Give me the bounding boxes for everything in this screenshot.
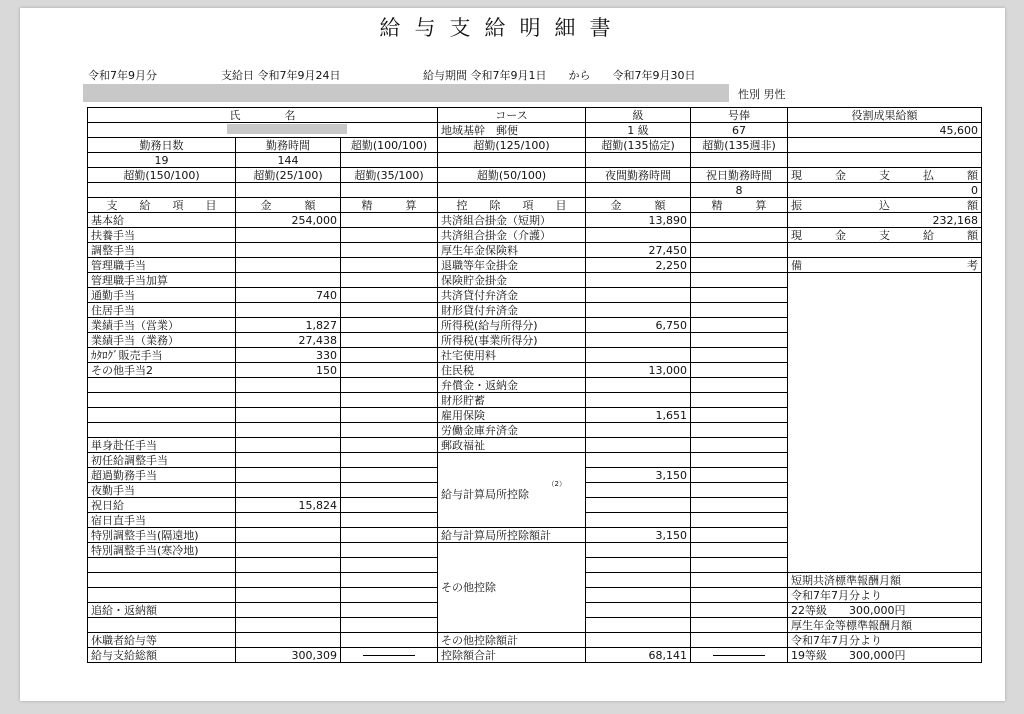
postal-deduction-label: （2） 給与計算局所控除 <box>438 453 586 528</box>
deduction-item-label: 財形貸付弁済金 <box>438 303 586 318</box>
deduction-item-amount: 6,750 <box>586 318 691 333</box>
grade-value: 1 級 <box>586 123 691 138</box>
pay-item-label <box>88 393 236 408</box>
holiday-hours-value: 8 <box>691 183 788 198</box>
deduction-item-amount <box>586 228 691 243</box>
pay-item-amount: 150 <box>236 363 341 378</box>
pay-item-label: 夜勤手当 <box>88 483 236 498</box>
pay-item-label: 基本給 <box>88 213 236 228</box>
pay-item-amount: 1,827 <box>236 318 341 333</box>
refund-label: 追給・返納額 <box>88 603 236 618</box>
total-deduction-calc <box>691 648 788 663</box>
ot135w-label: 超勤(135週非) <box>691 138 788 153</box>
pay-item-label: 住居手当 <box>88 303 236 318</box>
work-days-value: 19 <box>88 153 236 168</box>
pay-item-amount <box>236 243 341 258</box>
pay-item-amount: 330 <box>236 348 341 363</box>
pay-item-header: 支 給 項 目 <box>88 198 236 213</box>
deduction-item-amount: 2,250 <box>586 258 691 273</box>
pay-item-amount <box>236 453 341 468</box>
pay-calc-header: 精 算 <box>341 198 438 213</box>
deduction-item-amount: 13,890 <box>586 213 691 228</box>
pay-item-label: 祝日給 <box>88 498 236 513</box>
cash-pay-value <box>788 243 982 258</box>
work-days-label: 勤務日数 <box>88 138 236 153</box>
remarks-label: 備 考 <box>788 258 982 273</box>
pay-item-label: 扶養手当 <box>88 228 236 243</box>
work-hours-label: 勤務時間 <box>236 138 341 153</box>
deduction-item-label: 共済組合掛金（介護） <box>438 228 586 243</box>
pay-item-label: 通勤手当 <box>88 288 236 303</box>
pay-item-label: 超過勤務手当 <box>88 468 236 483</box>
short-term-standard-grade: 22等級 300,000円 <box>788 603 982 618</box>
deduction-item-amount <box>586 288 691 303</box>
postal-deduction-amount: 3,150 <box>586 468 691 483</box>
short-term-standard-label: 短期共済標準報酬月額 <box>788 573 982 588</box>
deduction-amount-header: 金 額 <box>586 198 691 213</box>
remarks-area <box>788 273 982 573</box>
pay-item-label <box>88 408 236 423</box>
pay-item-label: 特別調整手当(隔遠地) <box>88 528 236 543</box>
pay-item-amount <box>236 513 341 528</box>
short-term-standard-from: 令和7年7月分より <box>788 588 982 603</box>
pay-item-amount <box>236 228 341 243</box>
pay-item-amount <box>236 393 341 408</box>
role-pay-value: 45,600 <box>788 123 982 138</box>
pay-item-amount <box>236 543 341 558</box>
deduction-item-amount <box>586 423 691 438</box>
leave-pay-label: 休職者給与等 <box>88 633 236 648</box>
deduction-item-label: 郵政福祉 <box>438 438 586 453</box>
holiday-hours-label: 祝日勤務時間 <box>691 168 788 183</box>
dash-line <box>363 655 415 656</box>
pay-item-amount: 254,000 <box>236 213 341 228</box>
deduction-item-label: 共済貸付弁済金 <box>438 288 586 303</box>
deduction-item-label: 退職等年金掛金 <box>438 258 586 273</box>
ot50-label: 超勤(50/100) <box>438 168 586 183</box>
pay-item-amount: 740 <box>236 288 341 303</box>
pay-item-amount <box>236 273 341 288</box>
pay-item-amount <box>236 303 341 318</box>
pay-item-amount <box>236 468 341 483</box>
pension-standard-from: 令和7年7月分より <box>788 633 982 648</box>
pay-item-amount <box>236 378 341 393</box>
ot125-label: 超勤(125/100) <box>438 138 586 153</box>
pay-item-label <box>88 423 236 438</box>
course-label: コース <box>438 108 586 123</box>
other-deduction-label: その他控除 <box>438 543 586 633</box>
pay-item-label: 管理職手当 <box>88 258 236 273</box>
postal-deduction-count: （2） <box>547 479 566 488</box>
pay-item-label: その他手当2 <box>88 363 236 378</box>
payslip-table <box>87 107 982 663</box>
work-hours-value: 144 <box>236 153 341 168</box>
pay-item-label: 管理職手当加算 <box>88 273 236 288</box>
postal-deduction-total-label: 給与計算局所控除額計 <box>438 528 586 543</box>
cash-pay-label: 現 金 支 給 額 <box>788 228 982 243</box>
deduction-item-label: 社宅使用料 <box>438 348 586 363</box>
pay-range: 給与期間 令和7年9月1日 から 令和7年9月30日 <box>423 69 696 82</box>
pay-item-label: 単身赴任手当 <box>88 438 236 453</box>
deduction-calc-header: 精 算 <box>691 198 788 213</box>
total-pay-calc <box>341 648 438 663</box>
deduction-item-amount: 27,450 <box>586 243 691 258</box>
deduction-item-amount <box>586 438 691 453</box>
ot135a-label: 超勤(135協定) <box>586 138 691 153</box>
transfer-label: 振 込 額 <box>788 198 982 213</box>
pay-period-month: 令和7年9月分 <box>88 69 157 82</box>
postal-deduction-total: 3,150 <box>586 528 691 543</box>
cash-payment-value: 0 <box>788 183 982 198</box>
cash-payment-label: 現 金 支 払 額 <box>788 168 982 183</box>
pay-item-amount <box>236 438 341 453</box>
pay-item-amount <box>236 408 341 423</box>
other-deduction-total-label: その他控除額計 <box>438 633 586 648</box>
pay-item-label <box>88 378 236 393</box>
gender: 性別 男性 <box>738 88 786 101</box>
ot100-label: 超勤(100/100) <box>341 138 438 153</box>
deduction-item-amount <box>586 378 691 393</box>
deduction-item-label: 所得税(給与所得分) <box>438 318 586 333</box>
grade-label: 級 <box>586 108 691 123</box>
deduction-item-label: 雇用保険 <box>438 408 586 423</box>
deduction-item-label: 所得税(事業所得分) <box>438 333 586 348</box>
dash-line <box>713 655 765 656</box>
pension-standard-grade: 19等級 300,000円 <box>788 648 982 663</box>
pay-item-label: 業績手当（業務） <box>88 333 236 348</box>
deduction-item-header: 控 除 項 目 <box>438 198 586 213</box>
deduction-item-amount <box>586 348 691 363</box>
pay-amount-header: 金 額 <box>236 198 341 213</box>
deduction-item-amount <box>586 393 691 408</box>
pay-item-amount <box>236 423 341 438</box>
document-title: 給与支給明細書 <box>379 16 625 40</box>
pay-item-label: 業績手当（営業） <box>88 318 236 333</box>
redacted-employee-info <box>83 84 729 102</box>
deduction-item-amount <box>586 303 691 318</box>
night-hours-label: 夜間勤務時間 <box>586 168 691 183</box>
deduction-item-amount <box>586 333 691 348</box>
ot35-label: 超勤(35/100) <box>341 168 438 183</box>
deduction-item-label: 住民税 <box>438 363 586 378</box>
pay-item-amount <box>236 483 341 498</box>
total-deduction-label: 控除額合計 <box>438 648 586 663</box>
deduction-item-label: 弁償金・返納金 <box>438 378 586 393</box>
pension-standard-label: 厚生年金等標準報酬月額 <box>788 618 982 633</box>
total-deduction-amount: 68,141 <box>586 648 691 663</box>
deduction-item-amount: 13,000 <box>586 363 691 378</box>
redacted-name <box>227 124 347 134</box>
transfer-amount: 232,168 <box>788 213 982 228</box>
total-pay-amount: 300,309 <box>236 648 341 663</box>
step-value: 67 <box>691 123 788 138</box>
deduction-item-amount <box>586 273 691 288</box>
total-pay-label: 給与支給総額 <box>88 648 236 663</box>
deduction-item-label: 厚生年金保険料 <box>438 243 586 258</box>
ot25-label: 超勤(25/100) <box>236 168 341 183</box>
course-value: 地域基幹 郵便 <box>438 123 586 138</box>
pay-item-label: 特別調整手当(寒冷地) <box>88 543 236 558</box>
employee-name <box>88 123 438 138</box>
deduction-item-label: 保険貯金掛金 <box>438 273 586 288</box>
step-label: 号俸 <box>691 108 788 123</box>
deduction-item-label: 労働金庫弁済金 <box>438 423 586 438</box>
pay-item-label: 調整手当 <box>88 243 236 258</box>
deduction-item-amount: 1,651 <box>586 408 691 423</box>
pay-item-label: 初任給調整手当 <box>88 453 236 468</box>
deduction-item-label: 共済組合掛金（短期） <box>438 213 586 228</box>
pay-item-label: 宿日直手当 <box>88 513 236 528</box>
pay-item-amount: 27,438 <box>236 333 341 348</box>
name-label: 氏 名 <box>88 108 438 123</box>
pay-item-label: ｶﾀﾛｸﾞ販売手当 <box>88 348 236 363</box>
pay-item-amount: 15,824 <box>236 498 341 513</box>
role-pay-label: 役割成果給額 <box>788 108 982 123</box>
pay-date: 支給日 令和7年9月24日 <box>221 69 341 82</box>
pay-item-amount <box>236 528 341 543</box>
ot150-label: 超勤(150/100) <box>88 168 236 183</box>
pay-item-amount <box>236 258 341 273</box>
deduction-item-label: 財形貯蓄 <box>438 393 586 408</box>
